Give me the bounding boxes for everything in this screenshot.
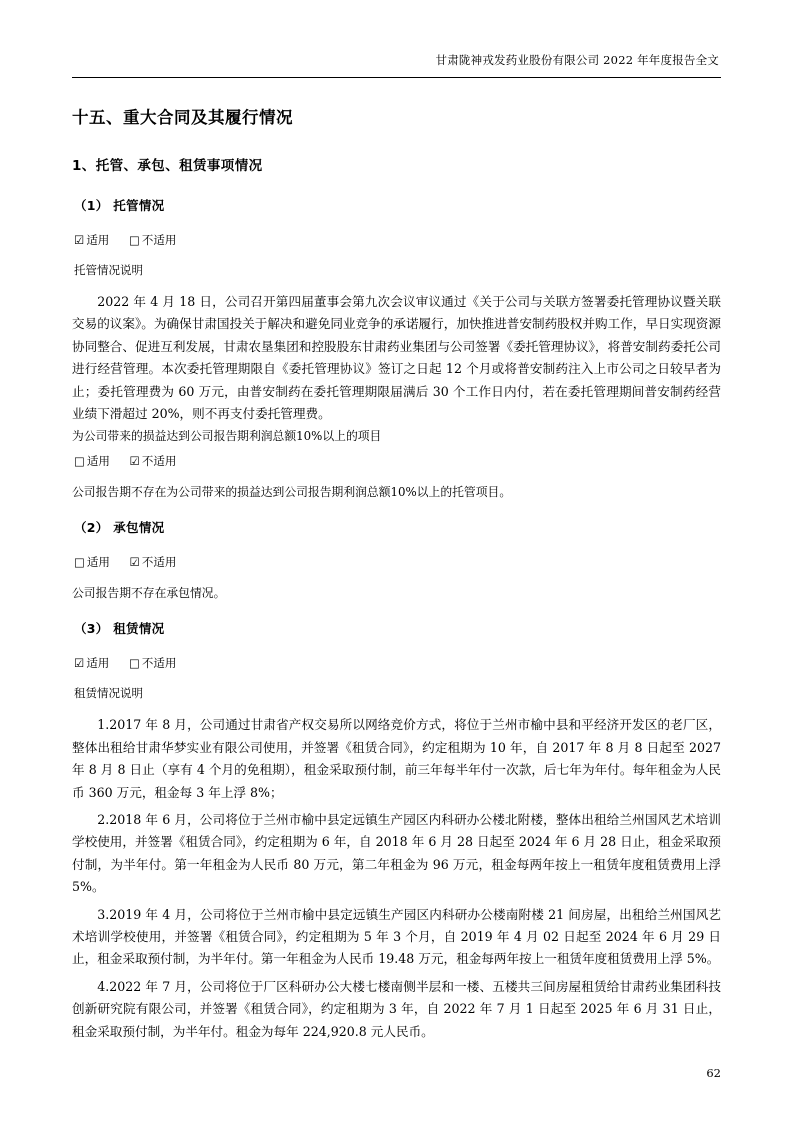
item-heading-contracting: （2） 承包情况 <box>74 520 165 535</box>
item-heading-trusteeship: （1） 托管情况 <box>74 198 165 213</box>
item-block-contracting <box>72 518 721 602</box>
leasing-paragraph-4: 4.2022 年 7 月，公司将位于厂区科研办公大楼七楼南侧半层和一楼、五楼共三间房屋租赁给甘肃药业集团科技创新研究院有限公司，并签署《租赁合同》，约定租期为 3 年，自 2022 年 7 月 1 日起至 2025 年 6 月 31 日止，租金采取预付制，为半年付。租金为每年 224,920.8 元人民币。 <box>72 978 721 1039</box>
header-divider <box>72 77 721 78</box>
applicable-label: 适用 <box>86 233 110 247</box>
not-applicable-option[interactable] <box>129 655 176 671</box>
trusteeship-sub-statement: 公司报告期不存在为公司带来的损益达到公司报告期利润总额10%以上的托管项目。 <box>72 484 512 499</box>
applicable-option[interactable] <box>74 232 109 248</box>
subsection-title: 1、托管、承包、租赁事项情况 <box>72 158 263 174</box>
not-applicable-option[interactable] <box>130 554 177 570</box>
page-title: 十五、重大合同及其履行情况 <box>72 108 293 127</box>
sub-not-applicable-option[interactable] <box>130 453 177 469</box>
item-block-leasing <box>72 619 721 1043</box>
not-applicable-label: 不适用 <box>141 233 177 247</box>
checkbox-checked-icon[interactable]: ☑ <box>74 233 85 247</box>
applicable-label: 适用 <box>86 555 110 569</box>
sub-applicable-label: 适用 <box>86 453 110 468</box>
page-header <box>72 52 721 68</box>
applicability-checkboxes-trusteeship-sub <box>72 453 721 469</box>
not-applicable-option[interactable] <box>129 232 176 248</box>
leasing-note-label: 租赁情况说明 <box>74 686 143 701</box>
item-heading-leasing: （3） 租赁情况 <box>74 621 165 637</box>
checkbox-empty-icon[interactable]: □ <box>74 555 85 569</box>
leasing-paragraph-2: 2.2018 年 6 月，公司将位于兰州市榆中县定远镇生产园区内科研办公楼北附楼，整体出租给兰州国风艺术培训学校使用，并签署《租赁合同》，约定租期为 6 年，自 2018 年 6 月 28 日起至 2024 年 6 月 28 日止，租金采取预付制，为半年付。第一年租金为人民币 80 万元，第二年租金为 96 万元，租金每两年按上一租赁年度租赁费用上浮 5%。 <box>72 811 721 895</box>
trusteeship-paragraph-1: 2022 年 4 月 18 日，公司召开第四届董事会第九次会议审议通过《关于公司与关联方签署委托管理协议暨关联交易的议案》。为确保甘肃国投关于解决和避免同业竞争的承诺履行，加快推进普安制药股权并购工作，早日实现资源协同整合、促进互利发展，甘肃农垦集团和控股股东甘肃药业集团与公司签署《委托管理协议》，将普安制药委托公司进行经营管理。本次委托管理期限自《委托管理协议》签订之日起 12 个月或将普安制药注入上市公司之日较早者为止；委托管理费为 60 万元，由普安制药在委托管理期限届满后 30 个工作日内付，若在委托管理期间普安制药经营业绩下滑超过 20%，则不再支付委托管理费。 <box>72 294 721 422</box>
running-title: 甘肃陇神戎发药业股份有限公司 2022 年年度报告全文 <box>435 53 719 67</box>
checkbox-empty-icon[interactable]: □ <box>74 453 85 468</box>
applicable-label: 适用 <box>86 656 110 671</box>
page-number: 62 <box>706 1066 721 1080</box>
leasing-paragraph-1: 1.2017 年 8 月，公司通过甘肃省产权交易所以网络竞价方式，将位于兰州市榆中县和平经济开发区的老厂区，整体出租给甘肃华梦实业有限公司使用，并签署《租赁合同》，约定租期为 10 年，自 2017 年 8 月 8 日起至 2027 年 8 月 8 日止（享有 4 个月的免租期），租金采取预付制，前三年每半年付一次款，后七年为年付。每年租金为人民币 360 万元，租金每 3 年上浮 8%； <box>72 717 721 800</box>
checkbox-empty-icon[interactable]: □ <box>128 233 140 247</box>
sub-not-applicable-label: 不适用 <box>141 453 177 468</box>
checkbox-checked-icon[interactable]: ☑ <box>129 453 140 468</box>
checkbox-empty-icon[interactable]: □ <box>128 656 140 671</box>
contracting-statement: 公司报告期不存在承包情况。 <box>72 586 226 600</box>
applicability-checkboxes-trusteeship <box>72 232 721 248</box>
sub-applicable-option[interactable] <box>74 453 110 469</box>
checkbox-checked-icon[interactable]: ☑ <box>129 555 140 569</box>
applicable-option[interactable] <box>74 655 109 671</box>
leasing-paragraph-3: 3.2019 年 4 月，公司将位于兰州市榆中县定远镇生产园区内科研办公楼南附楼 21 间房屋，出租给兰州国风艺术培训学校使用，并签署《租赁合同》，约定租期为 5 年 3 个月，自 2019 年 4 月 02 日起至 2024 年 6 月 29 日止，租金采取预付制，为半年付。第一年租金为人民币 19.48 万元，租金每两年按上一租赁年度租赁费用上浮 5%。 <box>72 906 721 967</box>
item-block-trusteeship <box>72 196 721 501</box>
applicability-checkboxes-leasing <box>72 655 721 671</box>
not-applicable-label: 不适用 <box>141 656 177 671</box>
applicable-option[interactable] <box>74 554 110 570</box>
trusteeship-sub-note: 为公司带来的损益达到公司报告期利润总额10%以上的项目 <box>72 429 382 444</box>
applicability-checkboxes-contracting <box>72 554 721 570</box>
trusteeship-note-label: 托管情况说明 <box>74 263 143 277</box>
not-applicable-label: 不适用 <box>141 555 177 569</box>
checkbox-checked-icon[interactable]: ☑ <box>74 656 85 671</box>
